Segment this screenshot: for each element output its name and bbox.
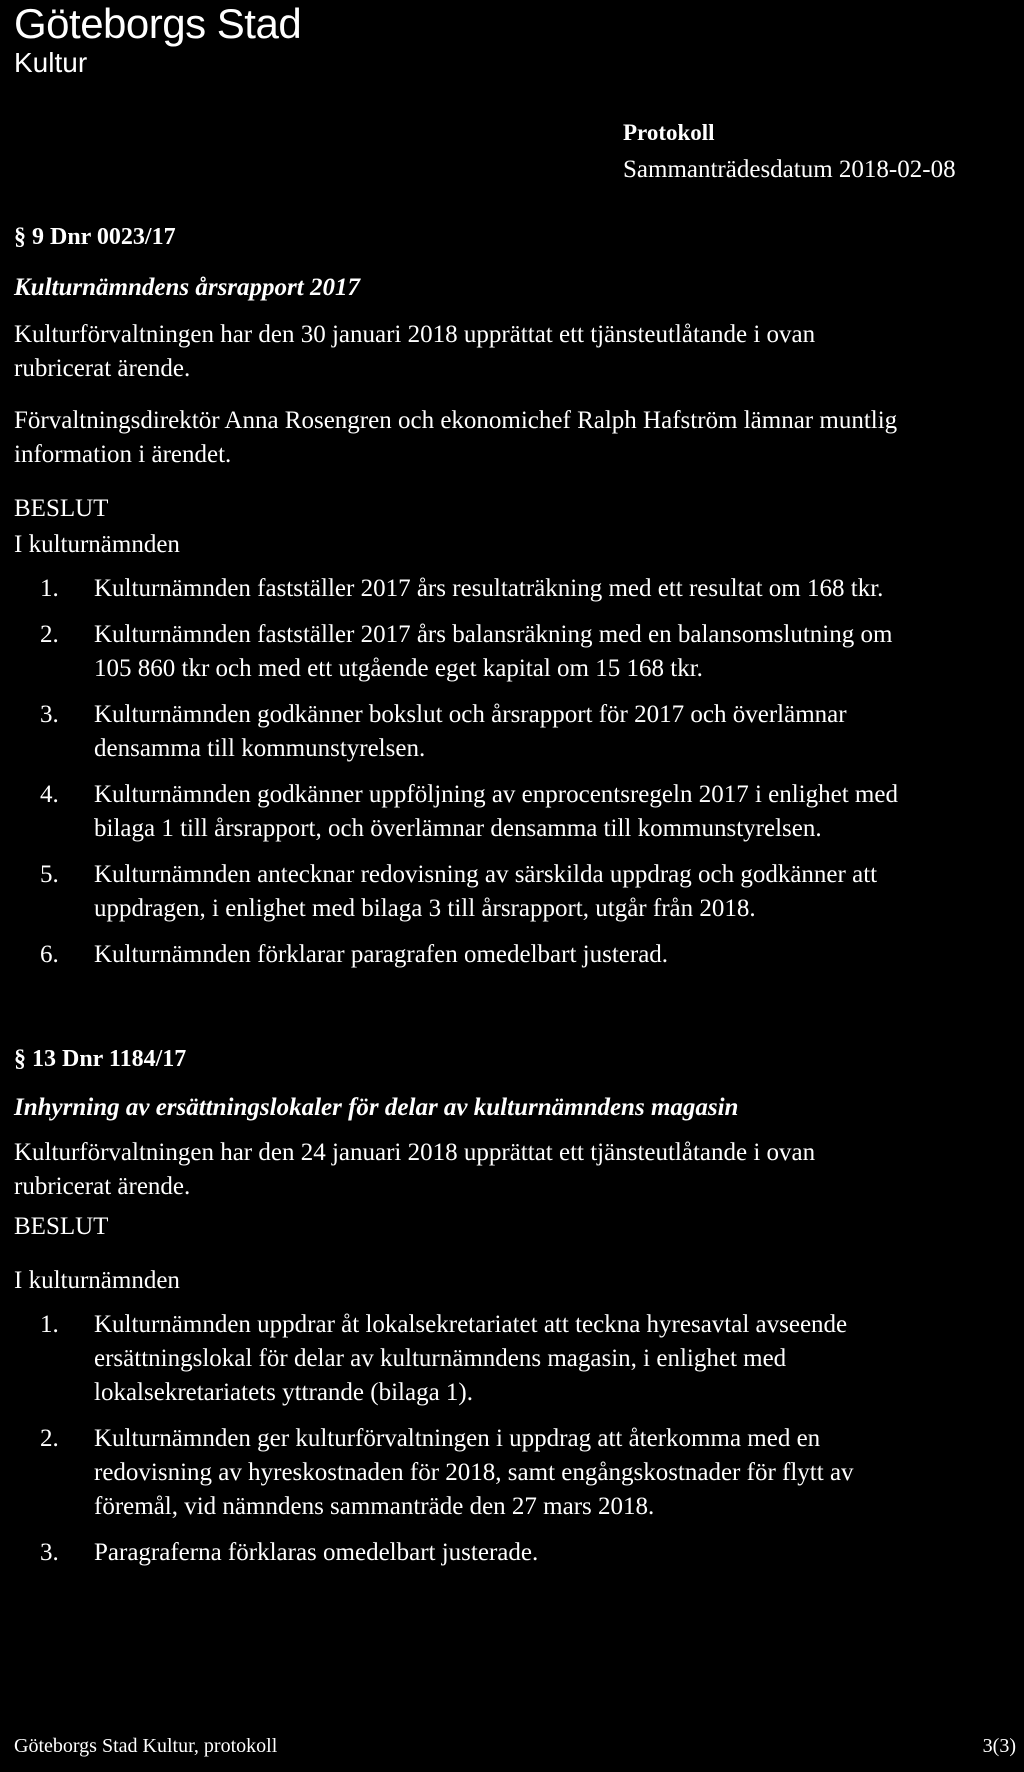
document-type: Protokoll <box>623 120 715 145</box>
info-paragraph <box>14 404 897 472</box>
text-line: Kulturnämnden ger kulturförvaltningen i uppdrag att återkomma med en <box>94 1425 821 1452</box>
decision-number: 5. <box>40 861 59 888</box>
text-line: Kulturnämnden förklarar paragrafen omedelbart justerad. <box>94 941 669 968</box>
decision-item <box>40 1308 854 1410</box>
text-line: Kulturnämnden godkänner bokslut och årsrapport för 2017 och överlämnar <box>94 701 847 728</box>
text-line: uppdragen, i enlighet med bilaga 3 till årsrapport, utgår från 2018. <box>94 895 756 922</box>
text-line: lokalsekretariatets yttrande (bilaga 1). <box>94 1379 474 1406</box>
decision-number: 1. <box>40 575 59 602</box>
decision-item <box>40 778 898 846</box>
text-line: rubricerat ärende. <box>14 355 191 382</box>
decision-item <box>40 618 898 686</box>
department-name: Kultur <box>14 47 88 78</box>
meeting-date: Sammanträdesdatum 2018-02-08 <box>623 156 956 183</box>
decision-number: 3. <box>40 701 59 728</box>
text-line: densamma till kommunstyrelsen. <box>94 735 426 762</box>
decision-number: 2. <box>40 1425 59 1452</box>
text-line: bilaga 1 till årsrapport, och överlämnar densamma till kommunstyrelsen. <box>94 815 822 842</box>
beslut-label: BESLUT <box>14 495 109 522</box>
decision-body: I kulturnämnden <box>14 1267 180 1294</box>
text-line: Paragraferna förklaras omedelbart justerade. <box>94 1539 539 1566</box>
text-line: Förvaltningsdirektör Anna Rosengren och ekonomichef Ralph Hafström lämnar muntlig <box>14 407 898 434</box>
section-title: Kulturnämndens årsrapport 2017 <box>14 274 360 301</box>
decision-item <box>40 1422 854 1524</box>
text-line: information i ärendet. <box>14 441 232 468</box>
text-line: Kulturnämnden fastställer 2017 års balansräkning med en balansomslutning om <box>94 621 893 648</box>
decision-number: 4. <box>40 781 59 808</box>
text-line: Kulturnämnden fastställer 2017 års resultaträkning med ett resultat om 168 tkr. <box>94 575 884 602</box>
decision-number: 2. <box>40 621 59 648</box>
decision-list <box>40 572 898 972</box>
text-line: 105 860 tkr och med ett utgående eget kapital om 15 168 tkr. <box>94 655 703 682</box>
text-line: Kulturnämnden uppdrar åt lokalsekretariatet att teckna hyresavtal avseende <box>94 1311 848 1338</box>
text-line: Kulturnämnden godkänner uppföljning av enprocentsregeln 2017 i enlighet med <box>94 781 898 808</box>
text-line: föremål, vid nämndens sammanträde den 27 mars 2018. <box>94 1493 655 1520</box>
footer-document-name: Göteborgs Stad Kultur, protokoll <box>14 1735 278 1757</box>
decision-item <box>40 858 898 926</box>
section-heading: § 13 Dnr 1184/17 <box>14 1046 187 1072</box>
text-line: Kulturförvaltningen har den 30 januari 2018 upprättat ett tjänsteutlåtande i ovan <box>14 321 816 348</box>
organization-logo-text: Göteborgs Stad <box>14 0 302 47</box>
decision-item <box>40 698 898 766</box>
beslut-label: BESLUT <box>14 1213 109 1240</box>
text-line: Kulturnämnden antecknar redovisning av särskilda uppdrag och godkänner att <box>94 861 878 888</box>
decision-number: 1. <box>40 1311 59 1338</box>
intro-paragraph <box>14 1136 815 1204</box>
text-line: rubricerat ärende. <box>14 1173 191 1200</box>
decision-item <box>40 1536 854 1570</box>
decision-item <box>40 938 898 972</box>
decision-number: 3. <box>40 1539 59 1566</box>
section-heading: § 9 Dnr 0023/17 <box>14 224 176 250</box>
text-line: Kulturförvaltningen har den 24 januari 2018 upprättat ett tjänsteutlåtande i ovan <box>14 1139 816 1166</box>
text-line: redovisning av hyreskostnaden för 2018, samt engångskostnader för flytt av <box>94 1459 854 1486</box>
decision-body: I kulturnämnden <box>14 531 180 558</box>
decision-list <box>40 1308 854 1570</box>
text-line: ersättningslokal för delar av kulturnämndens magasin, i enlighet med <box>94 1345 787 1372</box>
footer-page-number: 3(3) <box>982 1735 1016 1757</box>
section-title: Inhyrning av ersättningslokaler för delar av kulturnämndens magasin <box>14 1094 739 1121</box>
decision-item <box>40 572 898 606</box>
intro-paragraph <box>14 318 815 386</box>
decision-number: 6. <box>40 941 59 968</box>
